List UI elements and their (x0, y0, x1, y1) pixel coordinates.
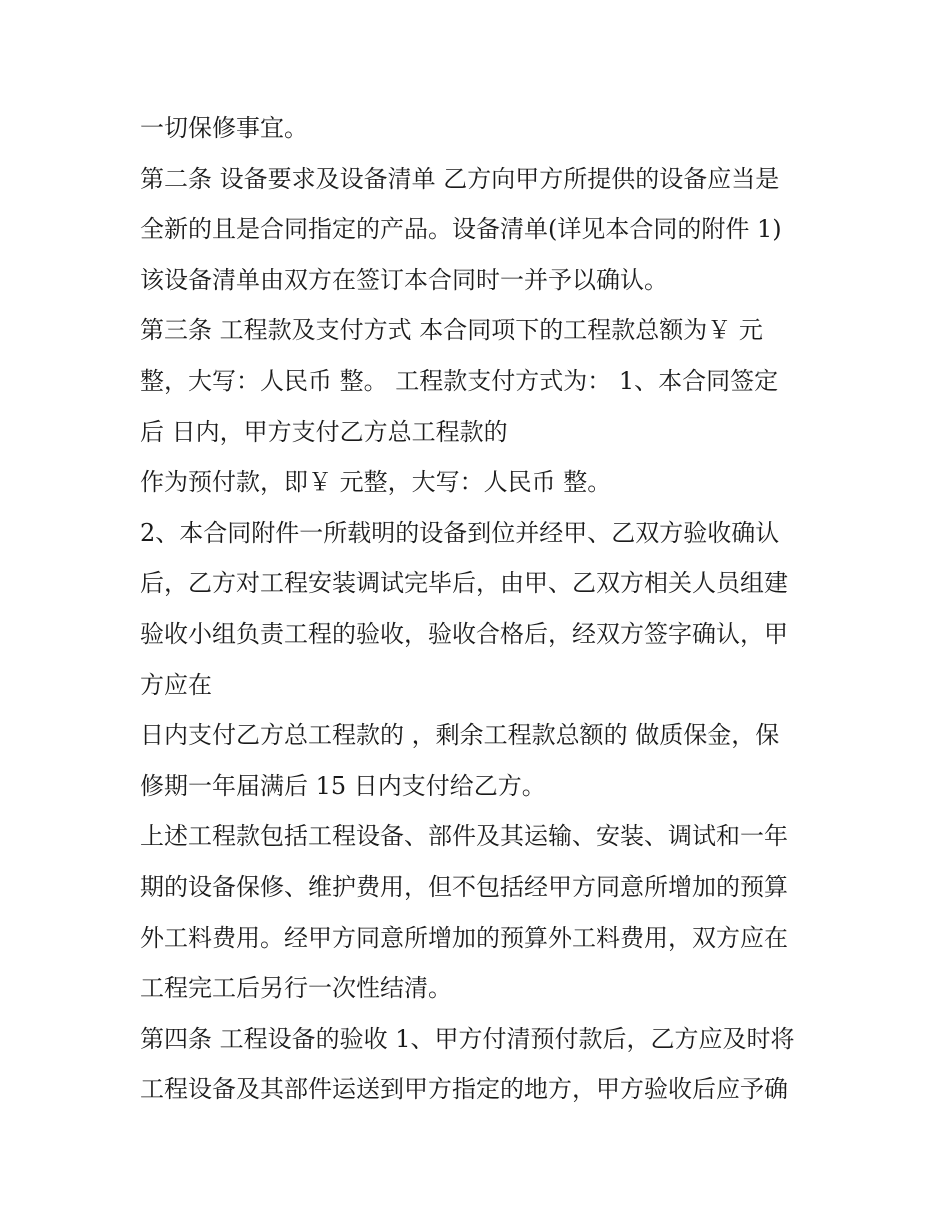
text-line: 期的设备保修、维护费用，但不包括经甲方同意所增加的预算 (140, 872, 788, 901)
text-line: 修期一年届满后 15 日内支付给乙方。 (140, 771, 546, 800)
text-line: 后 日内，甲方支付乙方总工程款的 (140, 417, 508, 446)
text-line: 后，乙方对工程安装调试完毕后，由甲、乙双方相关人员组建 (140, 569, 788, 598)
text-line: 全新的且是合同指定的产品。设备清单(详见本合同的附件 1) (140, 215, 782, 244)
text-line: 方应在 (140, 670, 212, 699)
text-line: 第二条 设备要求及设备清单 乙方向甲方所提供的设备应当是 (140, 164, 780, 193)
text-line: 工程设备及其部件运送到甲方指定的地方，甲方验收后应予确 (140, 1075, 788, 1104)
text-line: 第三条 工程款及支付方式 本合同项下的工程款总额为￥ 元 (140, 316, 763, 345)
text-line: 外工料费用。经甲方同意所增加的预算外工料费用，双方应在 (140, 923, 788, 952)
text-line: 上述工程款包括工程设备、部件及其运输、安装、调试和一年 (140, 822, 788, 851)
text-line: 工程完工后另行一次性结清。 (140, 974, 452, 1003)
text-line: 该设备清单由双方在签订本合同时一并予以确认。 (140, 265, 668, 294)
text-line: 整，大写：人民币 整。 工程款支付方式为： 1、本合同签定 (140, 366, 779, 395)
text-line: 第四条 工程设备的验收 1、甲方付清预付款后，乙方应及时将 (140, 1024, 795, 1053)
text-line: 日内支付乙方总工程款的 ，剩余工程款总额的 做质保金，保 (140, 721, 780, 750)
text-line: 一切保修事宜。 (140, 114, 308, 142)
text-line: 验收小组负责工程的验收，验收合格后，经双方签字确认，甲 (140, 619, 788, 648)
text-line: 作为预付款，即￥ 元整，大写：人民币 整。 (140, 468, 612, 497)
text-line: 2、本合同附件一所载明的设备到位并经甲、乙双方验收确认 (140, 518, 780, 547)
contract-text (140, 103, 820, 1115)
